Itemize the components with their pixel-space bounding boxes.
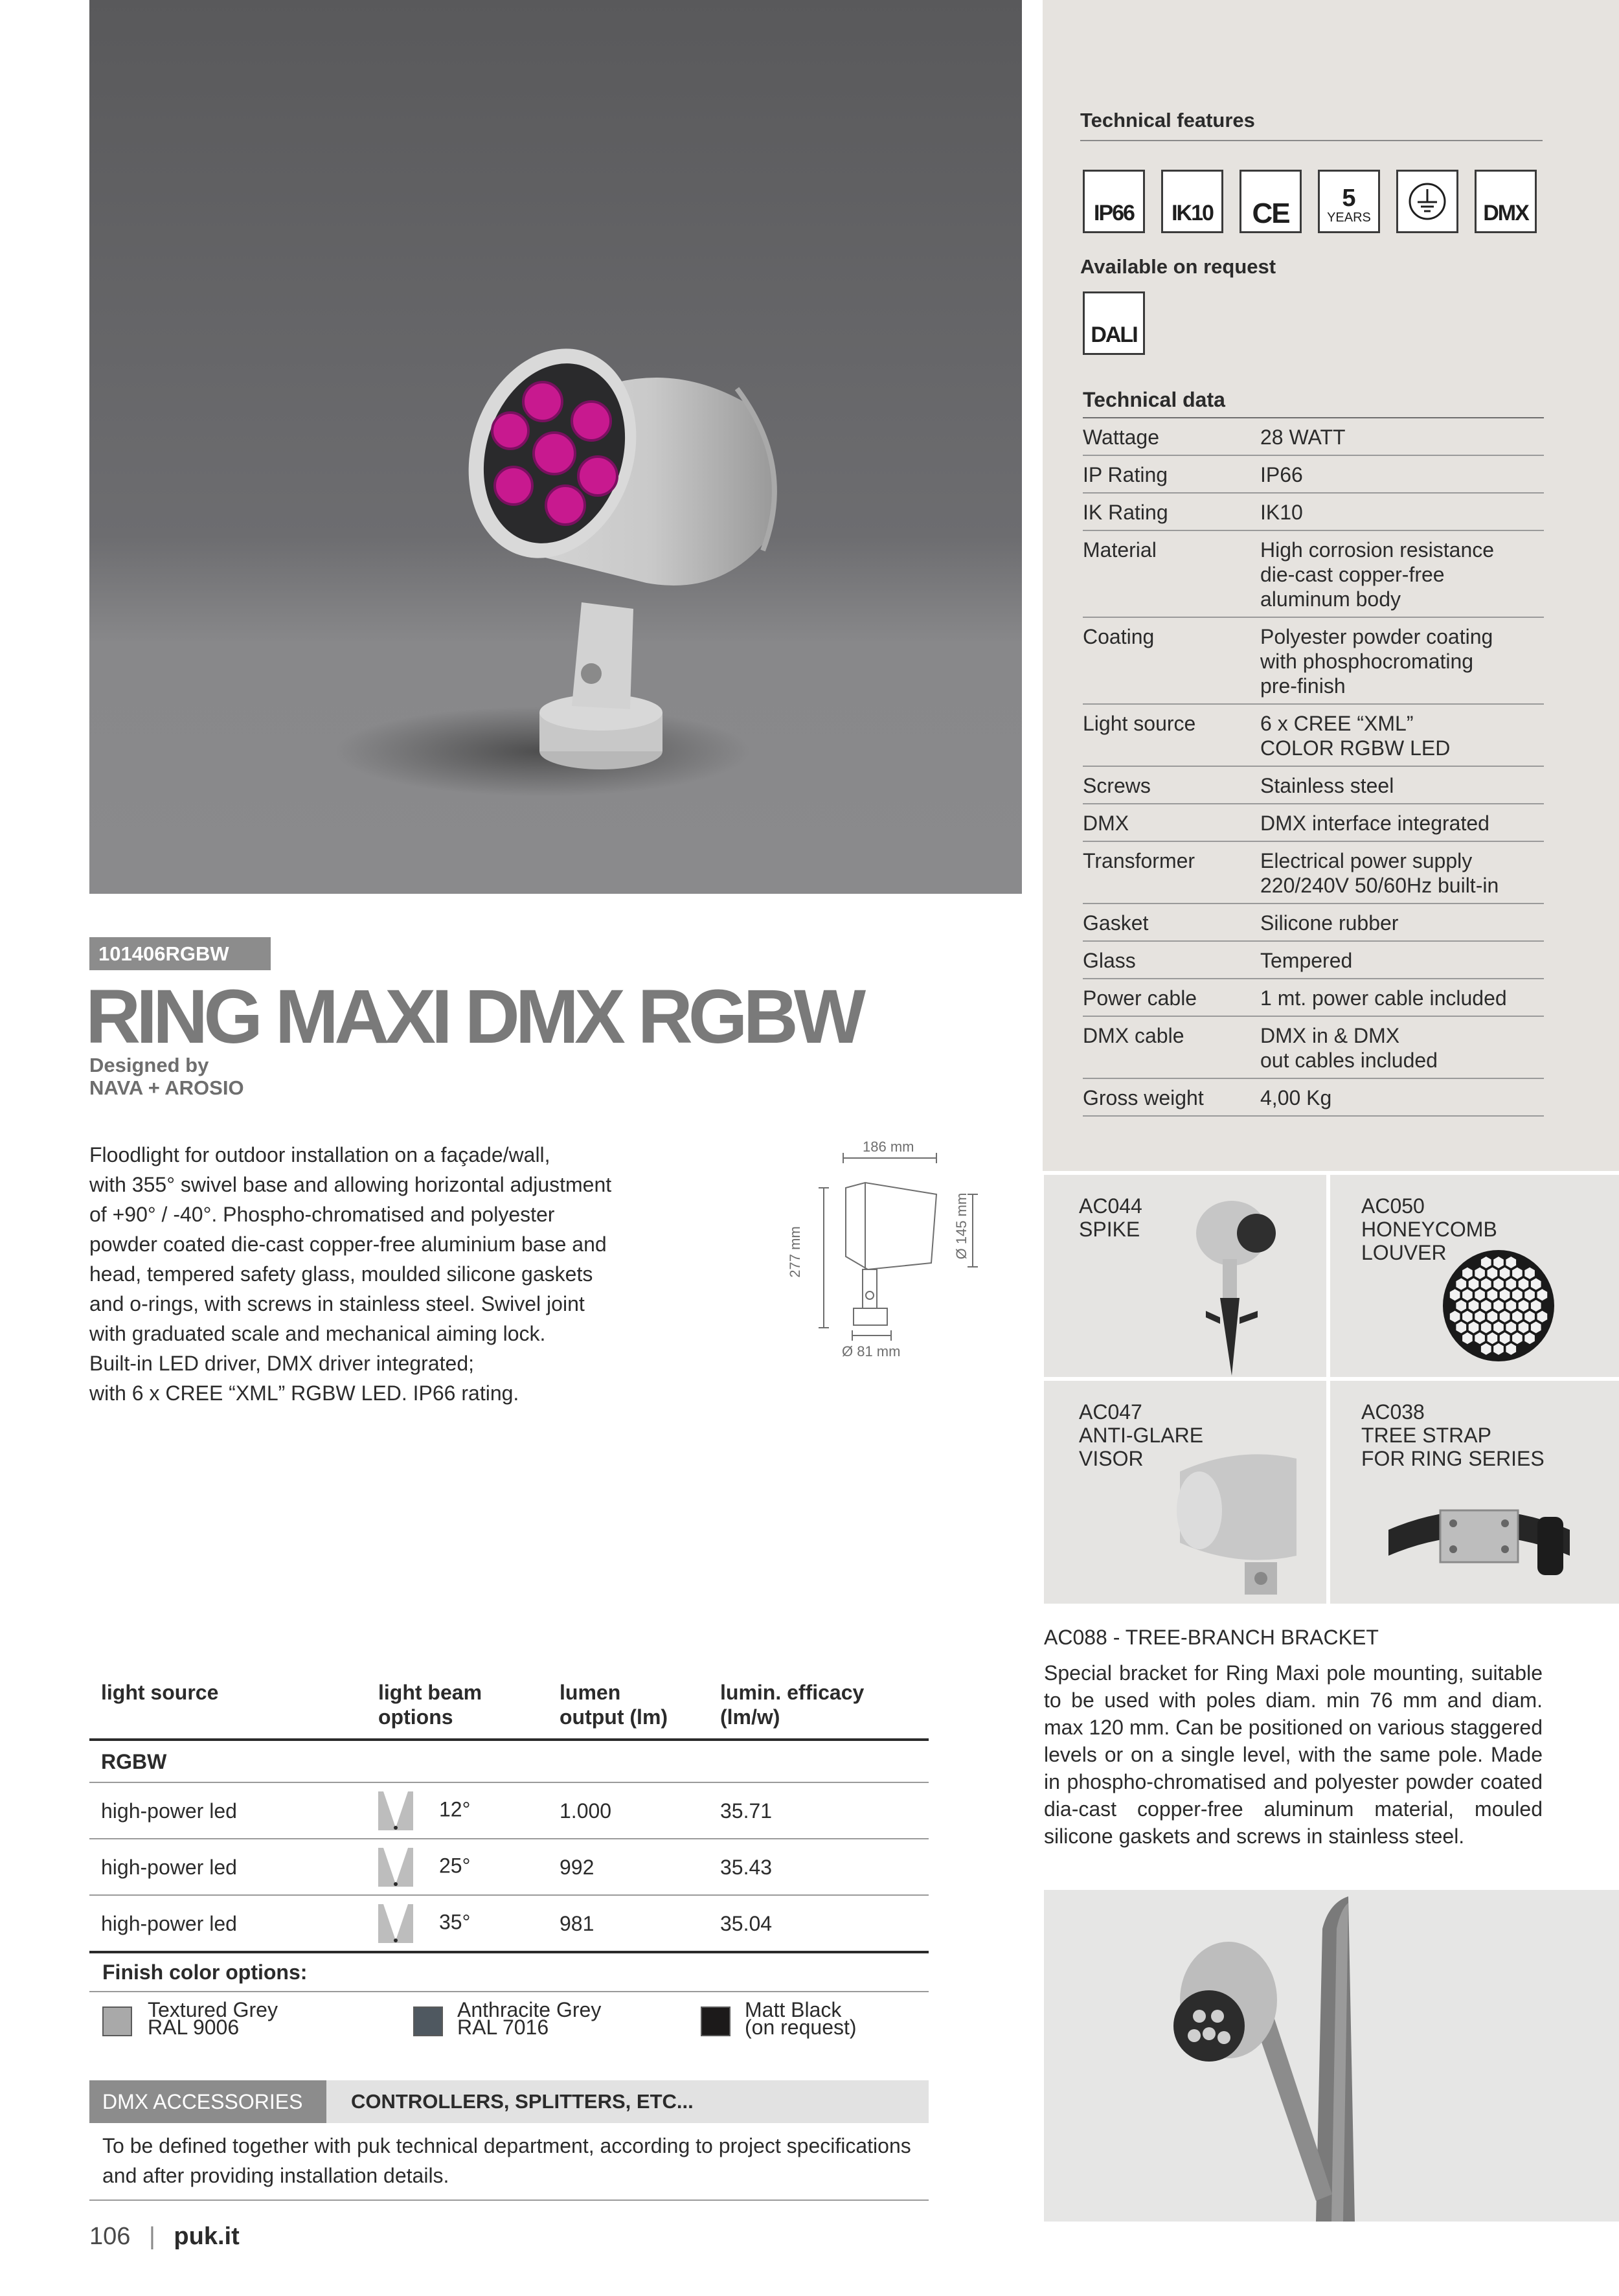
technical-data-row xyxy=(1083,704,1544,766)
description-line: with 355° swivel base and allowing horizontal adjustment xyxy=(89,1173,612,1196)
technical-data-row xyxy=(1083,904,1544,941)
technical-data-row xyxy=(1083,418,1544,455)
5-years-warranty-badge xyxy=(1318,170,1380,233)
designer-name: NAVA + AROSIO xyxy=(89,1076,244,1099)
beam-cell xyxy=(367,1782,548,1839)
technical-data-key: Material xyxy=(1083,530,1260,617)
technical-data-row xyxy=(1083,941,1544,979)
ce-badge: CE xyxy=(1240,170,1302,233)
technical-data-value: Tempered xyxy=(1260,941,1544,979)
finish-matt-black: Matt Black (on request) xyxy=(745,1998,857,2039)
dmx-accessories-label: DMX ACCESSORIES xyxy=(89,2080,326,2123)
description-line: Floodlight for outdoor installation on a façade/wall, xyxy=(89,1143,550,1166)
dimension-head-diameter: Ø 145 mm xyxy=(953,1192,969,1260)
beam-cell xyxy=(367,1895,548,1952)
light-source-row xyxy=(89,1839,929,1895)
light-source-row xyxy=(89,1782,929,1839)
swatch-anthracite-grey xyxy=(413,2006,443,2036)
swatch-textured-grey xyxy=(102,2006,132,2036)
accessory-ac044 xyxy=(1044,1175,1326,1377)
product-title: RING MAXI DMX RGBW xyxy=(85,974,862,1060)
technical-data-key: DMX cable xyxy=(1083,1016,1260,1078)
tree-branch-bracket-image xyxy=(1044,1890,1619,2222)
technical-data-value: DMX in & DMX out cables included xyxy=(1260,1016,1544,1078)
technical-data-value: DMX interface integrated xyxy=(1260,804,1544,841)
technical-data-value: IP66 xyxy=(1260,455,1544,493)
beam-angle-icon xyxy=(378,1904,413,1943)
technical-data-row xyxy=(1083,1016,1544,1078)
technical-features-title: Technical features xyxy=(1080,109,1255,131)
bracket-description: Special bracket for Ring Maxi pole mounting, suitable to be used with poles diam. min 76 mm and diam. max 120 mm. Can be positioned on various staggered levels or on a single level, with the same pole. Made in phospho-chromatised and polyester powder coated dia-cast copper-free aluminum material, mouled silicone gaskets and screws in stainless steel. xyxy=(1044,1661,1543,1848)
light-source-table xyxy=(89,1674,929,1953)
divider xyxy=(1080,140,1543,141)
beam-angle-value: 25° xyxy=(439,1854,471,1878)
light-source-cell: high-power led xyxy=(89,1839,367,1895)
lumen-cell: 981 xyxy=(548,1895,708,1952)
beam-angle-value: 12° xyxy=(439,1797,471,1821)
light-source-cell: high-power led xyxy=(89,1895,367,1952)
available-on-request-title: Available on request xyxy=(1080,255,1276,278)
website-link[interactable]: puk.it xyxy=(174,2223,240,2250)
dmx-badge: DMX xyxy=(1475,170,1537,233)
technical-data-value: Silicone rubber xyxy=(1260,904,1544,941)
accessory-ac050 xyxy=(1330,1175,1619,1377)
finish-anthracite-grey: Anthracite Grey RAL 7016 xyxy=(457,1998,602,2039)
technical-data-key: Light source xyxy=(1083,704,1260,766)
technical-data-key: DMX xyxy=(1083,804,1260,841)
accessory-label: AC050 HONEYCOMB LOUVER xyxy=(1361,1194,1497,1264)
finish-textured-grey: Textured Grey RAL 9006 xyxy=(148,1998,278,2039)
warranty-years-number: 5 xyxy=(1342,185,1356,212)
technical-data-key: Transformer xyxy=(1083,841,1260,904)
description-line: and o-rings, with screws in stainless steel. Swivel joint xyxy=(89,1292,585,1315)
header-light-beam: light beam options xyxy=(367,1674,548,1740)
accessory-label: AC047 ANTI-GLARE VISOR xyxy=(1079,1400,1204,1470)
ik10-badge: IK10 xyxy=(1161,170,1223,233)
technical-data-key: Screws xyxy=(1083,766,1260,804)
dmx-accessories-subtitle: CONTROLLERS, SPLITTERS, ETC... xyxy=(351,2090,694,2113)
technical-data-value: Polyester powder coating with phosphocromating pre-finish xyxy=(1260,617,1544,704)
warranty-years-label: YEARS xyxy=(1327,210,1371,225)
technical-data-key: Coating xyxy=(1083,617,1260,704)
dimension-width: 186 mm xyxy=(863,1139,914,1155)
technical-data-title: Technical data xyxy=(1083,381,1544,418)
technical-data-row xyxy=(1083,1078,1544,1116)
technical-data-row xyxy=(1083,493,1544,530)
beam-angle-icon xyxy=(378,1848,413,1887)
technical-data-key: IK Rating xyxy=(1083,493,1260,530)
efficacy-cell: 35.43 xyxy=(708,1839,929,1895)
technical-data-value: 28 WATT xyxy=(1260,418,1544,455)
beam-cell xyxy=(367,1839,548,1895)
finish-title: Finish color options: xyxy=(102,1961,308,1984)
lumen-cell: 1.000 xyxy=(548,1782,708,1839)
technical-data-value: Stainless steel xyxy=(1260,766,1544,804)
designed-by-label: Designed by xyxy=(89,1054,209,1076)
header-light-source: light source xyxy=(89,1674,367,1740)
technical-data-value: High corrosion resistance die-cast copper-free aluminum body xyxy=(1260,530,1544,617)
bracket-title: AC088 - TREE-BRANCH BRACKET xyxy=(1044,1626,1379,1649)
product-description xyxy=(89,1140,711,1408)
page-number: 106 xyxy=(89,2223,131,2250)
dali-badge: DALI xyxy=(1083,291,1145,355)
technical-data-row xyxy=(1083,530,1544,617)
description-line: of +90° / -40°. Phospho-chromatised and polyester xyxy=(89,1203,555,1226)
technical-data-value: 4,00 Kg xyxy=(1260,1078,1544,1116)
technical-data-key: Gross weight xyxy=(1083,1078,1260,1116)
ip66-badge: IP66 xyxy=(1083,170,1145,233)
lumen-cell: 992 xyxy=(548,1839,708,1895)
technical-data-key: Gasket xyxy=(1083,904,1260,941)
technical-data-value: 6 x CREE “XML” COLOR RGBW LED xyxy=(1260,704,1544,766)
beam-angle-icon xyxy=(378,1791,413,1830)
technical-data-value: IK10 xyxy=(1260,493,1544,530)
technical-data-row xyxy=(1083,979,1544,1016)
light-source-row xyxy=(89,1895,929,1952)
technical-data-value: Electrical power supply 220/240V 50/60Hz built-in xyxy=(1260,841,1544,904)
description-line: head, tempered safety glass, moulded silicone gaskets xyxy=(89,1262,593,1286)
technical-data-row xyxy=(1083,455,1544,493)
footer-separator: | xyxy=(148,2223,155,2250)
description-line: Built-in LED driver, DMX driver integrated; xyxy=(89,1352,474,1375)
dimension-base-diameter: Ø 81 mm xyxy=(842,1343,901,1359)
accessory-ac047 xyxy=(1044,1381,1326,1604)
description-line: with graduated scale and mechanical aiming lock. xyxy=(89,1322,546,1345)
swatch-matt-black xyxy=(701,2006,730,2036)
technical-data-row xyxy=(1083,804,1544,841)
dimension-height: 277 mm xyxy=(787,1226,803,1278)
header-lumen-output: lumen output (lm) xyxy=(548,1674,708,1740)
designer-info xyxy=(89,1054,244,1099)
technical-data-key: Wattage xyxy=(1083,418,1260,455)
technical-data-value: 1 mt. power cable included xyxy=(1260,979,1544,1016)
accessory-label: AC044 SPIKE xyxy=(1079,1194,1142,1241)
page-footer xyxy=(89,2223,240,2251)
technical-data-table xyxy=(1083,381,1544,1117)
header-luminous-efficacy: lumin. efficacy (lm/w) xyxy=(708,1674,929,1740)
efficacy-cell: 35.71 xyxy=(708,1782,929,1839)
divider xyxy=(89,1991,929,1992)
product-code-badge: 101406RGBW xyxy=(89,937,271,970)
light-source-cell: high-power led xyxy=(89,1782,367,1839)
dmx-accessories-text: To be defined together with puk technical department, according to project specifications and after providing installation details. xyxy=(102,2134,911,2187)
group-label: RGBW xyxy=(89,1740,929,1782)
honeycomb-louver-image xyxy=(1440,1247,1557,1364)
efficacy-cell: 35.04 xyxy=(708,1895,929,1952)
spike-image xyxy=(1180,1188,1296,1376)
anti-glare-visor-image xyxy=(1173,1446,1309,1601)
tree-strap-image xyxy=(1382,1478,1576,1588)
beam-angle-value: 35° xyxy=(439,1910,471,1934)
technical-data-row xyxy=(1083,617,1544,704)
accessory-ac038 xyxy=(1330,1381,1619,1604)
technical-data-key: Glass xyxy=(1083,941,1260,979)
floodlight-illustration xyxy=(89,0,1022,894)
technical-data-row xyxy=(1083,766,1544,804)
technical-data-key: IP Rating xyxy=(1083,455,1260,493)
ground-icon xyxy=(1396,170,1458,233)
divider xyxy=(89,2199,929,2201)
technical-data-row xyxy=(1083,841,1544,904)
description-line: powder coated die-cast copper-free aluminium base and xyxy=(89,1233,607,1256)
description-line: with 6 x CREE “XML” RGBW LED. IP66 rating. xyxy=(89,1381,519,1405)
product-photo xyxy=(89,0,1022,894)
accessory-label: AC038 TREE STRAP FOR RING SERIES xyxy=(1361,1400,1545,1470)
technical-data-key: Power cable xyxy=(1083,979,1260,1016)
